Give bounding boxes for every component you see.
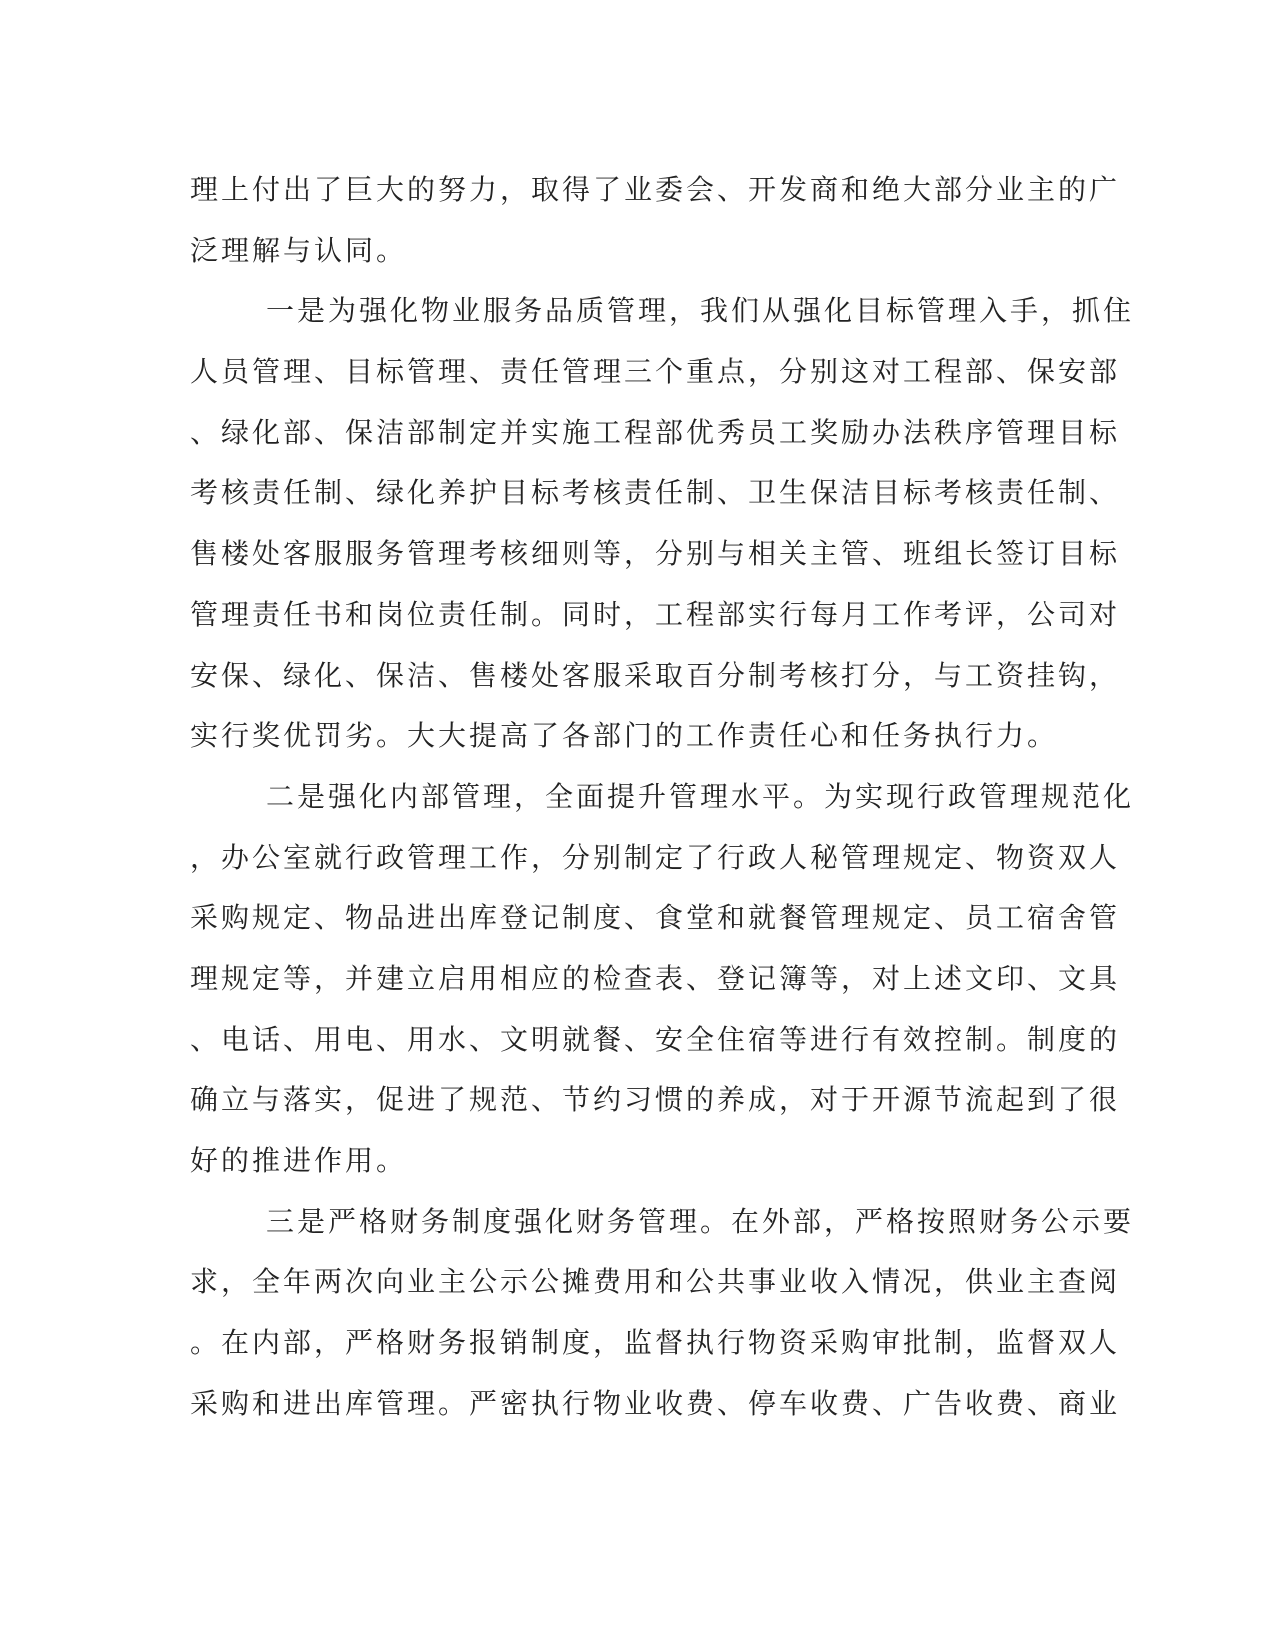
text-line: 确立与落实，促进了规范、节约习惯的养成，对于开源节流起到了很 [190, 1083, 1121, 1117]
text-line: 好的推进作用。 [190, 1144, 408, 1177]
text-line: 、电话、用电、用水、文明就餐、安全住宿等进行有效控制。制度的 [190, 1022, 1121, 1056]
text-line: 采购规定、物品进出库登记制度、食堂和就餐管理规定、员工宿舍管 [190, 901, 1121, 935]
text-line: 实行奖优罚劣。大大提高了各部门的工作责任心和任务执行力。 [190, 719, 1059, 753]
text-line: 售楼处客服服务管理考核细则等，分别与相关主管、班组长签订目标 [190, 537, 1121, 571]
paragraph-3-start: 三是严格财务制度强化财务管理。在外部，严格按照财务公示要 [266, 1204, 1135, 1238]
text-line: 、绿化部、保洁部制定并实施工程部优秀员工奖励办法秩序管理目标 [190, 415, 1121, 449]
paragraph-2-start: 二是强化内部管理，全面提升管理水平。为实现行政管理规范化 [266, 779, 1135, 813]
text-line: 人员管理、目标管理、责任管理三个重点，分别这对工程部、保安部 [190, 355, 1121, 389]
text-line: 考核责任制、绿化养护目标考核责任制、卫生保洁目标考核责任制、 [190, 476, 1121, 510]
document-body [190, 160, 1135, 1434]
text-line: 理规定等，并建立启用相应的检查表、登记簿等，对上述文印、文具 [190, 961, 1121, 995]
text-line: 理上付出了巨大的努力，取得了业委会、开发商和绝大部分业主的广 [190, 173, 1121, 206]
text-line: 安保、绿化、保洁、售楼处客服采取百分制考核打分，与工资挂钩， [190, 658, 1121, 692]
paragraph-1-start: 一是为强化物业服务品质管理，我们从强化目标管理入手，抓住 [266, 294, 1135, 328]
text-line: 管理责任书和岗位责任制。同时，工程部实行每月工作考评，公司对 [190, 597, 1121, 631]
text-line: 泛理解与认同。 [190, 233, 408, 267]
text-line: ，办公室就行政管理工作，分别制定了行政人秘管理规定、物资双人 [190, 840, 1121, 874]
text-line: 采购和进出库管理。严密执行物业收费、停车收费、广告收费、商业 [190, 1386, 1121, 1420]
text-line: 求，全年两次向业主公示公摊费用和公共事业收入情况，供业主查阅 [190, 1265, 1121, 1299]
text-line: 。在内部，严格财务报销制度，监督执行物资采购审批制，监督双人 [190, 1326, 1121, 1360]
